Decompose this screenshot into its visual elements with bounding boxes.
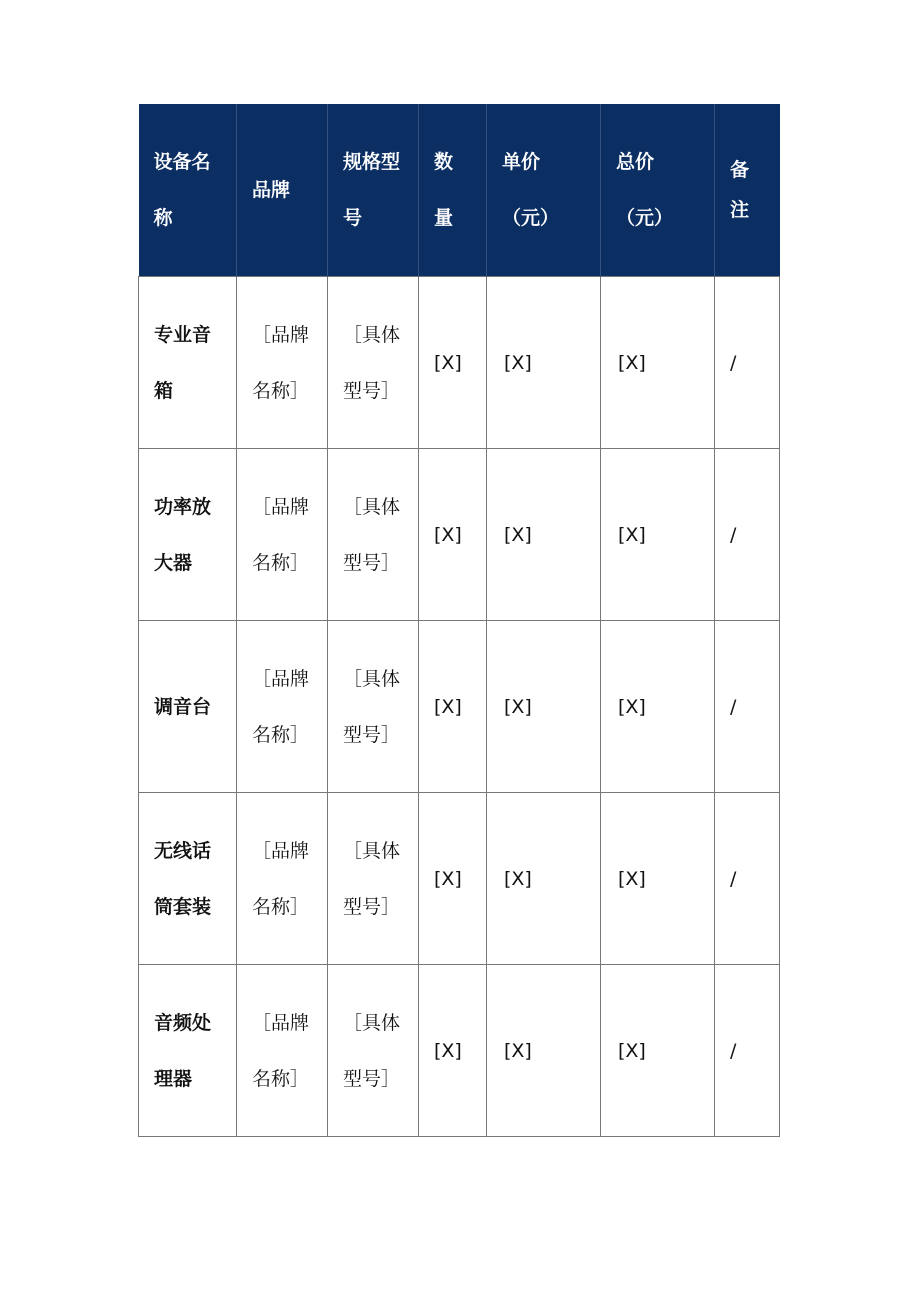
brand-cell: ［品牌名称］ xyxy=(237,965,328,1137)
remarks-cell: / xyxy=(715,621,780,793)
table-row xyxy=(139,793,780,965)
brand-cell: ［品牌名称］ xyxy=(237,277,328,449)
equipment-table xyxy=(138,104,780,1137)
device-name-cell: 音频处理器 xyxy=(139,965,237,1137)
header-unit-price: 单价（元） xyxy=(487,104,601,277)
brand-cell: ［品牌名称］ xyxy=(237,621,328,793)
remarks-cell: / xyxy=(715,965,780,1137)
unit-price-cell: [X] xyxy=(487,793,601,965)
table-row xyxy=(139,277,780,449)
model-cell: ［具体型号］ xyxy=(328,449,419,621)
unit-price-cell: [X] xyxy=(487,277,601,449)
remarks-cell: / xyxy=(715,449,780,621)
remarks-cell: / xyxy=(715,277,780,449)
model-cell: ［具体型号］ xyxy=(328,621,419,793)
brand-cell: ［品牌名称］ xyxy=(237,793,328,965)
total-price-cell: [X] xyxy=(601,793,715,965)
header-row xyxy=(139,104,780,277)
device-name-cell: 调音台 xyxy=(139,621,237,793)
header-total-price: 总价（元） xyxy=(601,104,715,277)
header-device-name: 设备名称 xyxy=(139,104,237,277)
quantity-cell: [X] xyxy=(419,793,487,965)
total-price-cell: [X] xyxy=(601,277,715,449)
device-name-cell: 专业音箱 xyxy=(139,277,237,449)
header-quantity: 数量 xyxy=(419,104,487,277)
quantity-cell: [X] xyxy=(419,965,487,1137)
total-price-cell: [X] xyxy=(601,965,715,1137)
table-row xyxy=(139,965,780,1137)
device-name-cell: 功率放大器 xyxy=(139,449,237,621)
quantity-cell: [X] xyxy=(419,449,487,621)
quantity-cell: [X] xyxy=(419,277,487,449)
unit-price-cell: [X] xyxy=(487,965,601,1137)
header-brand: 品牌 xyxy=(237,104,328,277)
total-price-cell: [X] xyxy=(601,449,715,621)
table-row xyxy=(139,449,780,621)
unit-price-cell: [X] xyxy=(487,621,601,793)
total-price-cell: [X] xyxy=(601,621,715,793)
brand-cell: ［品牌名称］ xyxy=(237,449,328,621)
header-remarks: 备注 xyxy=(715,104,780,277)
table-header xyxy=(139,104,780,277)
model-cell: ［具体型号］ xyxy=(328,277,419,449)
remarks-cell: / xyxy=(715,793,780,965)
unit-price-cell: [X] xyxy=(487,449,601,621)
device-name-cell: 无线话筒套装 xyxy=(139,793,237,965)
model-cell: ［具体型号］ xyxy=(328,965,419,1137)
table-row xyxy=(139,621,780,793)
header-model: 规格型号 xyxy=(328,104,419,277)
model-cell: ［具体型号］ xyxy=(328,793,419,965)
table-body xyxy=(139,277,780,1137)
quantity-cell: [X] xyxy=(419,621,487,793)
